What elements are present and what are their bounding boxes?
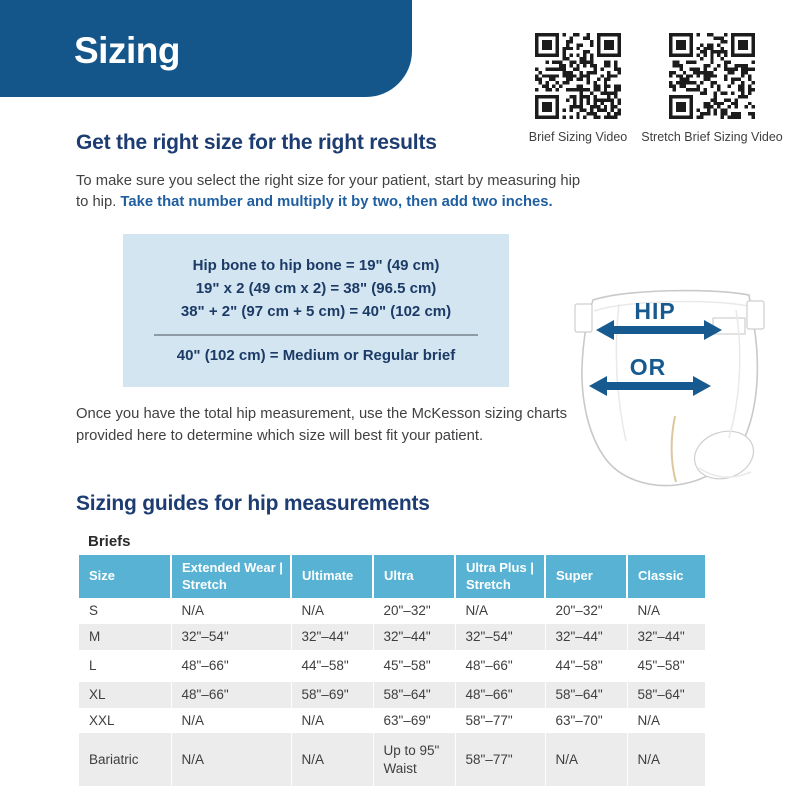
cell: N/A: [627, 708, 705, 734]
cell: N/A: [545, 733, 627, 786]
cell: N/A: [291, 733, 373, 786]
column-header-ultra-plus: Ultra Plus | Stretch: [455, 555, 545, 598]
cell: 63"–69": [373, 708, 455, 734]
cell: XXL: [89, 712, 115, 728]
column-header-ultra: Ultra: [373, 555, 455, 598]
cell: 48"–66": [171, 650, 291, 682]
cell: N/A: [171, 708, 291, 734]
column-header-classic: Classic: [627, 555, 705, 598]
cell: 20"–32": [545, 598, 627, 624]
cell: 58"–64": [545, 682, 627, 708]
table-subheading: Briefs: [88, 533, 131, 550]
cell: L: [89, 658, 97, 674]
qr-label-stretch-brief-sizing: Stretch Brief Sizing Video: [641, 130, 783, 144]
cell: 44"–58": [545, 650, 627, 682]
table-row-bariatric: [79, 733, 705, 786]
cell: 58"–69": [291, 682, 373, 708]
cell: 32"–44": [627, 624, 705, 650]
table-header-row: [79, 555, 705, 598]
briefs-sizing-table: [79, 555, 705, 786]
cell: 32"–54": [171, 624, 291, 650]
cell: 58"–77": [455, 733, 545, 786]
brief-measurement-diagram: [563, 266, 795, 494]
intro-text: To make sure you select the right size for your patient, start by measuring hip to hip.: [76, 173, 581, 210]
hip-label: HIP: [634, 298, 676, 324]
cell: N/A: [627, 733, 705, 786]
intro-paragraph: [76, 171, 588, 213]
table-section-heading: Sizing guides for hip measurements: [76, 492, 430, 515]
column-header-size: Size: [79, 555, 171, 598]
column-header-ultimate: Ultimate: [291, 555, 373, 598]
calc-result-size-medium: Medium: [282, 347, 340, 364]
cell: S: [89, 603, 99, 619]
calc-result-prefix: 40" (102 cm) =: [176, 347, 283, 364]
calc-divider: [154, 334, 478, 336]
table-row-xxl: [79, 708, 705, 734]
table-row-m: [79, 624, 705, 650]
brief-left-tab: [575, 304, 592, 332]
cell: 20"–32": [373, 598, 455, 624]
cell: M: [89, 629, 101, 645]
or-label: OR: [629, 354, 667, 380]
cell: XL: [89, 687, 106, 702]
cell: N/A: [171, 598, 291, 624]
calc-line-2: 19" x 2 (49 cm x 2) = 38" (96.5 cm): [195, 280, 437, 297]
calc-result-size-regular: Regular: [362, 347, 419, 364]
page-banner: [0, 0, 412, 97]
cell: 45"–58": [627, 650, 705, 682]
intro-heading: Get the right size for the right results: [76, 131, 437, 154]
calc-line-1: Hip bone to hip bone = 19" (49 cm): [192, 257, 440, 274]
cell: N/A: [455, 598, 545, 624]
table-row-s: [79, 598, 705, 624]
brief-right-tab: [747, 301, 764, 329]
cell: N/A: [171, 733, 291, 786]
column-header-extended-wear: Extended Wear | Stretch: [171, 555, 291, 598]
calculation-example-box: [123, 234, 509, 387]
cell: N/A: [291, 598, 373, 624]
qr-block-stretch-brief-sizing: [637, 33, 787, 146]
cell: 63"–70": [545, 708, 627, 734]
cell: 44"–58": [291, 650, 373, 682]
page-title: Sizing: [74, 30, 180, 71]
cell: 48"–66": [455, 650, 545, 682]
calc-result-or: or: [339, 347, 363, 364]
calc-result-suffix: brief: [418, 347, 456, 364]
column-header-super: Super: [545, 555, 627, 598]
cell: 58"–64": [627, 682, 705, 708]
cell: 32"–54": [455, 624, 545, 650]
calc-line-3: 38" + 2" (97 cm + 5 cm) = 40" (102 cm): [180, 303, 452, 320]
cell: N/A: [291, 708, 373, 734]
cell: 58"–64": [373, 682, 455, 708]
calc-result: [123, 347, 509, 364]
cell: 48"–66": [171, 682, 291, 708]
cell: Bariatric: [89, 751, 139, 767]
cell: 32"–44": [373, 624, 455, 650]
cell: N/A: [627, 598, 705, 624]
qr-label-brief-sizing: Brief Sizing Video: [528, 130, 628, 144]
outro-paragraph: Once you have the total hip measurement, use the McKesson sizing charts provided here to determine which size will best fit your patient.: [76, 406, 568, 444]
cell: 32"–44": [291, 624, 373, 650]
qr-code-icon: [535, 33, 621, 119]
calculation-lines: [123, 234, 509, 323]
qr-code-icon: [669, 33, 755, 119]
cell: 58"–77": [455, 708, 545, 734]
cell: 45"–58": [373, 650, 455, 682]
qr-block-brief-sizing: [503, 33, 653, 146]
intro-text-emphasis: Take that number and multiply it by two, then add two inches.: [120, 194, 553, 210]
cell: 48"–66": [455, 682, 545, 708]
table-row-l: [79, 650, 705, 682]
cell: 32"–44": [545, 624, 627, 650]
cell: Up to 95" Waist: [373, 733, 455, 786]
table-row-xl: [79, 682, 705, 708]
